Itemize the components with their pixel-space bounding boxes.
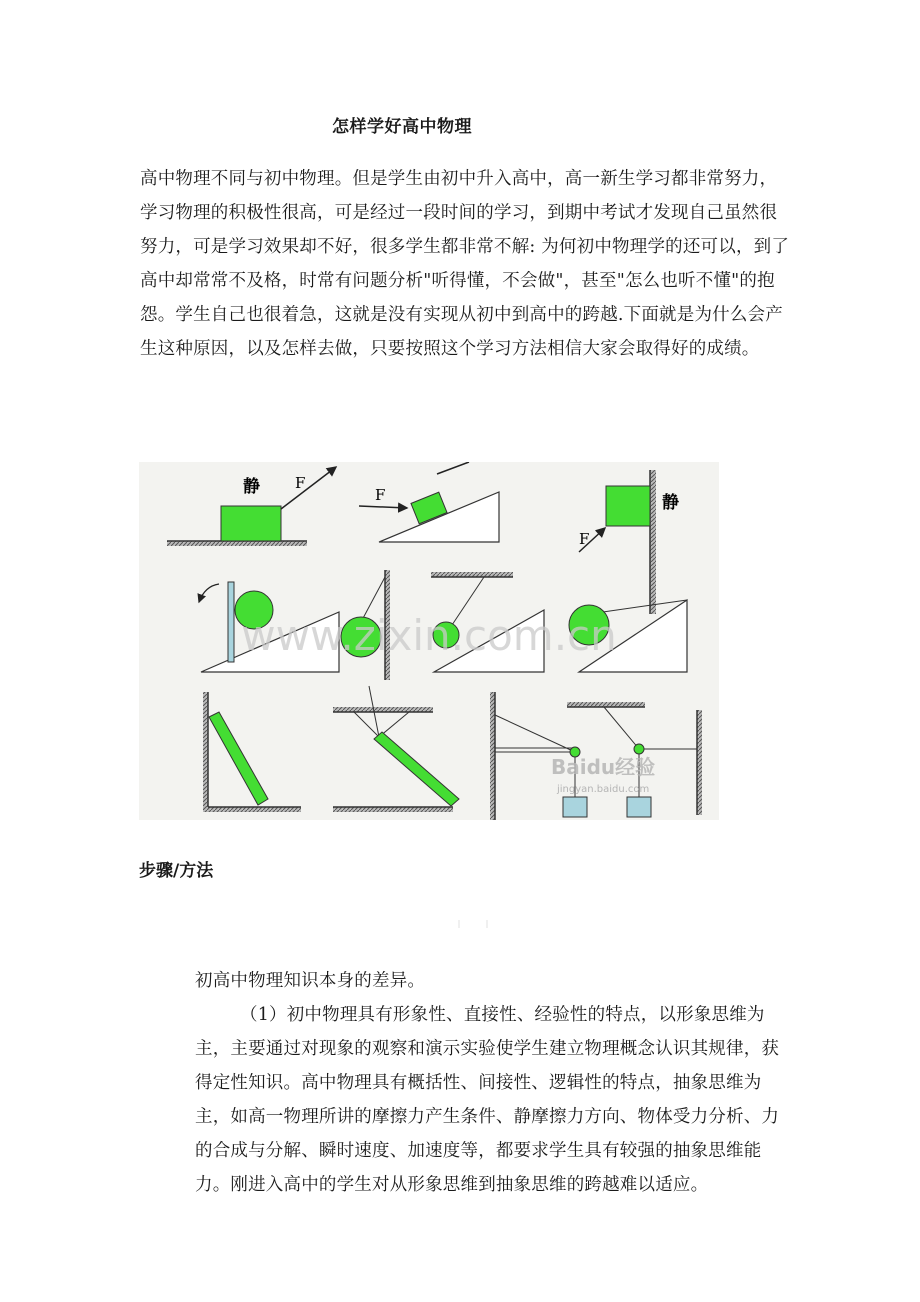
green-block [606,486,650,526]
watermark-site: www.zixin.com.cn [241,611,617,660]
watermark-baidu-url: jingyan.baidu.com [557,784,650,795]
pulley [634,744,644,754]
force-label: F [375,486,386,504]
weight-box [627,797,651,817]
watermark-baidu [551,755,655,795]
document-title: 怎样学好高中物理 [332,117,472,137]
scan-artifact [455,918,491,930]
force-analysis-figure [139,462,719,820]
step-content [195,964,785,1202]
static-label: 静 [662,493,679,513]
wall-hatch [650,470,656,614]
green-block [221,506,281,541]
point-heading: 初高中物理知识本身的差异。 [195,971,426,991]
board [228,582,234,662]
watermark-baidu-label: Baidu经验 [551,755,656,779]
intro-paragraph: 高中物理不同与初中物理。但是学生由初中升入高中，高一新生学习都非常努力，学习物理的积极性很高，可是经过一段时间的学习，到期中考试才发现自己虽然很努力，可是学习效果却不好，很多学生都非常不解: 为何初中物理学的还可以，到了高中却常常不及格，时常有问题分析"听得懂，不会做"，甚至"怎么也听不懂"的抱怨。学生自己也很着急，这就是没有实现从初中到高中的跨越.下面就是为什么会产生这种原因，以及怎样去做，只要按照这个学习方法相信大家会取得好的成绩。 [140,169,790,359]
force-label: F [295,474,306,492]
section-heading: 步骤/方法 [139,861,214,881]
weight-box [563,797,587,817]
force-label: F [579,530,590,548]
static-label: 静 [243,477,260,497]
point-paragraph: （1）初中物理具有形象性、直接性、经验性的特点，以形象思维为主，主要通过对现象的观察和演示实验使学生建立物理概念认识其规律，获得定性知识。高中物理具有概括性、间接性、逻辑性的特点，抽象思维为主，如高一物理所讲的摩擦力产生条件、静摩擦力方向、物体受力分析、力的合成与分解、瞬时速度、加速度等，都要求学生具有较强的抽象思维能力。刚进入高中的学生对从形象思维到抽象思维的跨越难以适应。 [195,1005,780,1195]
